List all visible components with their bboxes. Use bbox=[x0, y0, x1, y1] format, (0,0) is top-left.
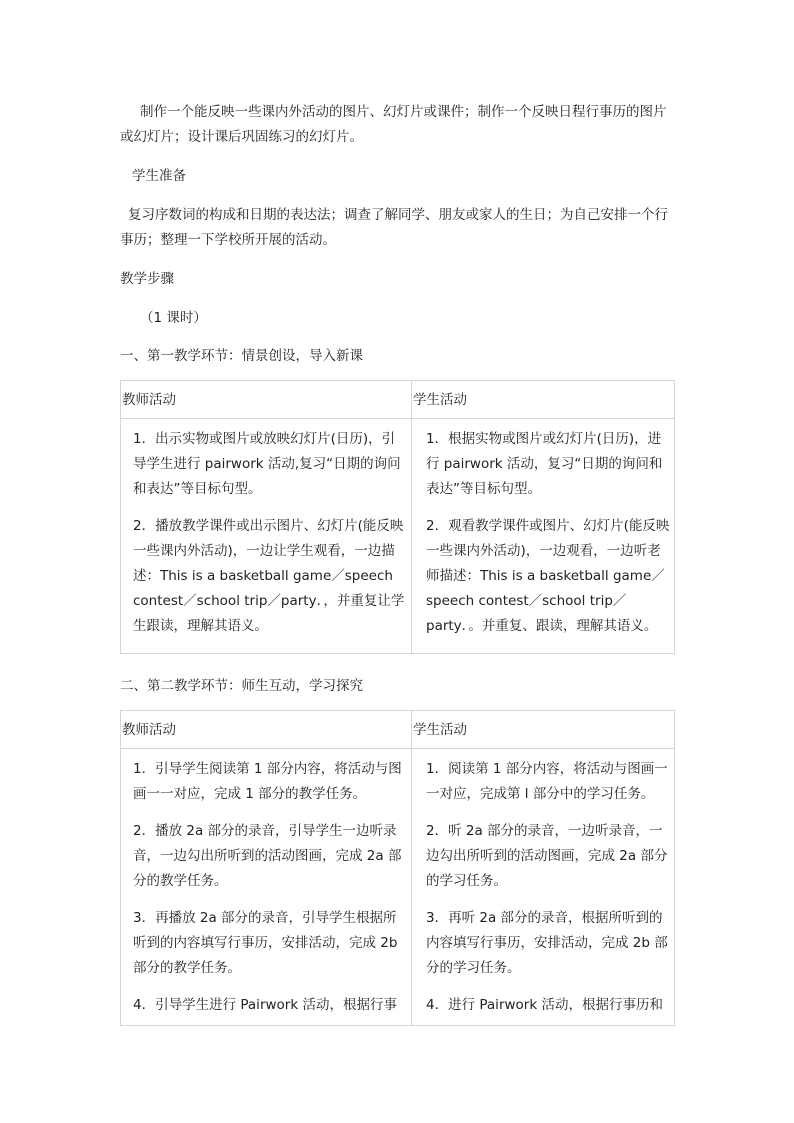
teacher-activity-cell bbox=[121, 419, 412, 654]
student-prep-paragraph: 复习序数词的构成和日期的表达法；调查了解同学、朋友或家人的生日；为自己安排一个行事历；整理一下学校所开展的活动。 bbox=[120, 207, 668, 248]
section1-table bbox=[120, 380, 675, 654]
section2-table bbox=[120, 710, 675, 1026]
student-step: 4．进行 Pairwork 活动，根据行事历和 bbox=[426, 997, 663, 1013]
table-header-row bbox=[121, 381, 675, 419]
student-step: 2．观看教学课件或图片、幻灯片(能反映一些课内外活动)，一边观看，一边听老师描述：This is a basketball game／speech contest／school trip／party．。并重复、跟读，理解其语义。 bbox=[426, 518, 670, 634]
teacher-step: 3．再播放 2a 部分的录音，引导学生根据所听到的内容填写行事历，安排活动，完成 2b 部分的教学任务。 bbox=[133, 910, 398, 976]
teacher-step: 1．引导学生阅读第 1 部分内容，将活动与图画一一对应，完成 1 部分的教学任务。 bbox=[133, 761, 402, 802]
section2-title: 二、第二教学环节：师生互动，学习探究 bbox=[120, 678, 363, 694]
student-step: 3．再听 2a 部分的录音，根据所听到的内容填写行事历，安排活动，完成 2b 部分的学习任务。 bbox=[426, 910, 668, 976]
class-hours: （1 课时） bbox=[140, 310, 207, 326]
student-step: 2．听 2a 部分的录音，一边听录音，一边勾出所听到的活动图画，完成 2a 部分的学习任务。 bbox=[426, 823, 668, 889]
student-activity-cell bbox=[412, 419, 675, 654]
student-activity-header: 学生活动 bbox=[412, 381, 675, 419]
section1-title: 一、第一教学环节：情景创设，导入新课 bbox=[120, 348, 363, 364]
student-step: 1．根据实物或图片或幻灯片(日历)，进行 pairwork 活动，复习“日期的询问和表达”等目标句型。 bbox=[426, 431, 663, 497]
student-activity-header: 学生活动 bbox=[412, 711, 675, 749]
student-prep-heading: 学生准备 bbox=[132, 168, 186, 184]
teacher-activity-header: 教师活动 bbox=[121, 381, 412, 419]
teaching-steps-heading: 教学步骤 bbox=[120, 271, 174, 287]
teacher-activity-cell bbox=[121, 749, 412, 1026]
teacher-step: 1．出示实物或图片或放映幻灯片(日历)，引导学生进行 pairwork 活动,复习“日期的询问和表达”等目标句型。 bbox=[133, 431, 401, 497]
teacher-step: 2．播放 2a 部分的录音，引导学生一边听录音，一边勾出所听到的活动图画，完成 2a 部分的教学任务。 bbox=[133, 823, 402, 889]
table-row bbox=[121, 419, 675, 654]
table-row bbox=[121, 749, 675, 1026]
teacher-step: 2．播放教学课件或出示图片、幻灯片(能反映一些课内外活动)，一边让学生观看，一边描述：This is a basketball game／speech contest／school trip／party．，并重复让学生跟读，理解其语义。 bbox=[133, 518, 405, 634]
student-activity-cell bbox=[412, 749, 675, 1026]
table-header-row bbox=[121, 711, 675, 749]
intro-paragraph: 制作一个能反映一些课内外活动的图片、幻灯片或课件；制作一个反映日程行事历的图片或幻灯片；设计课后巩固练习的幻灯片。 bbox=[120, 104, 667, 145]
teacher-step: 4．引导学生进行 Pairwork 活动，根据行事 bbox=[133, 997, 397, 1013]
student-step: 1．阅读第 1 部分内容，将活动与图画一一对应，完成第 l 部分中的学习任务。 bbox=[426, 761, 668, 802]
teacher-activity-header: 教师活动 bbox=[121, 711, 412, 749]
